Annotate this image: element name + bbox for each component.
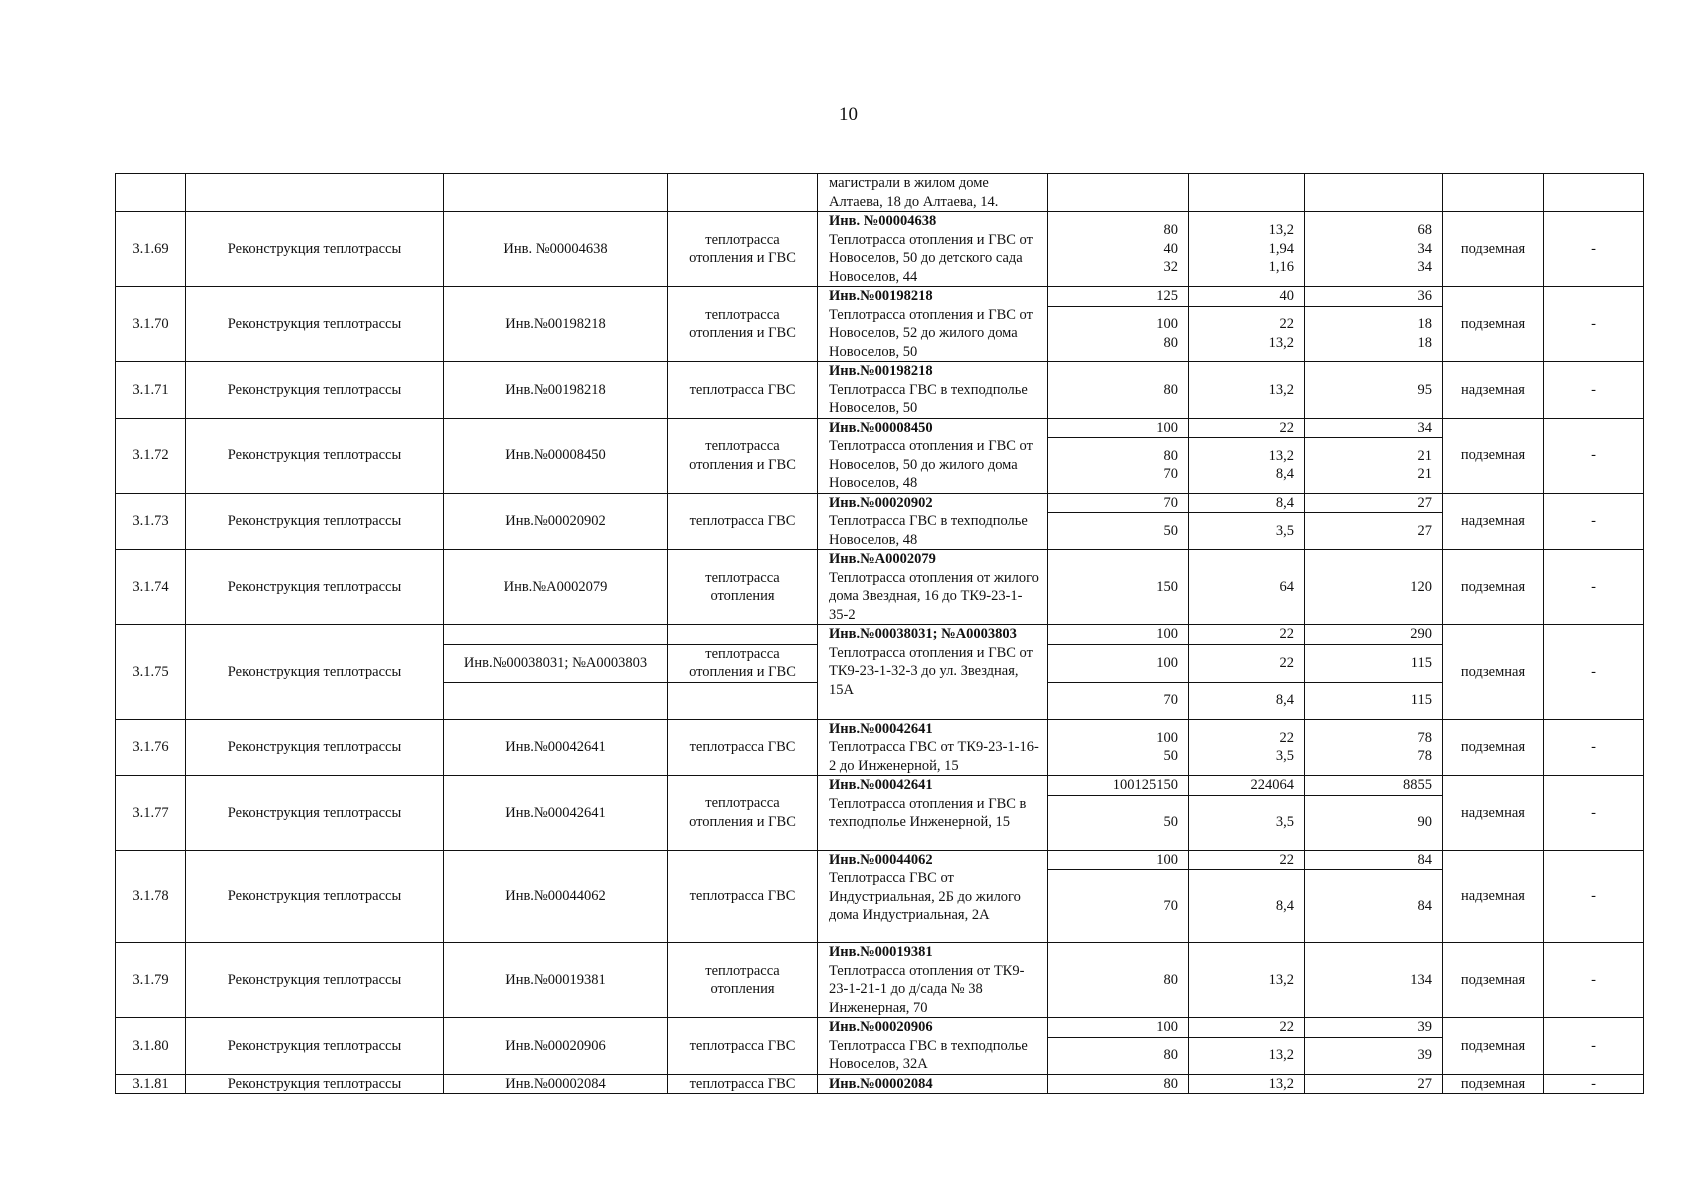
cell-length <box>1305 212 1443 287</box>
cell-inv: Инв.№00042641 <box>444 719 668 776</box>
cell-note: - <box>1544 287 1644 362</box>
cell-type: теплотрасса ГВС <box>668 850 818 943</box>
cell-diameter: 100 <box>1048 644 1189 682</box>
cell-num: 3.1.72 <box>116 418 186 493</box>
cell-diameter: 100 <box>1048 850 1189 870</box>
cell-diameter: 100125150 <box>1048 776 1189 796</box>
value-line: 21 <box>1417 447 1432 464</box>
value-line: 32 <box>1163 259 1178 276</box>
cell-thickness: 40 <box>1189 287 1305 307</box>
table-body <box>116 174 1644 1094</box>
value-line: 80 <box>1163 447 1178 464</box>
cell-num: 3.1.79 <box>116 943 186 1018</box>
cell-laying: надземная <box>1443 850 1544 943</box>
value-line: 84 <box>1417 897 1432 914</box>
cell-laying: подземная <box>1443 418 1544 493</box>
cell-thickness: 8,4 <box>1189 682 1305 719</box>
value-line: 22 <box>1279 729 1294 746</box>
value-line: 18 <box>1417 334 1432 351</box>
inventory-title: Инв.№00042641 <box>829 777 933 793</box>
cell-length <box>1305 795 1443 850</box>
cell-note: - <box>1544 550 1644 625</box>
description-text: Теплотрасса отопления и ГВС от Новоселов, 52 до жилого дома Новоселов, 50 <box>829 306 1033 360</box>
description-text: Теплотрасса отопления и ГВС от Новоселов, 50 до детского сада Новоселов, 44 <box>829 231 1033 285</box>
cell-type <box>668 174 818 212</box>
inventory-title: Инв.№00008450 <box>829 419 933 436</box>
description-text: Теплотрасса отопления от жилого дома Звездная, 16 до ТК9-23-1-35-2 <box>829 569 1039 623</box>
cell-diameter: 100 <box>1048 418 1189 438</box>
cell-length <box>1305 943 1443 1018</box>
value-line: 3,5 <box>1275 814 1294 831</box>
cell-name: Реконструкция теплотрассы <box>186 550 444 625</box>
value-line: 8,4 <box>1275 466 1294 483</box>
cell-desc <box>818 550 1048 625</box>
table-row <box>116 719 1644 776</box>
cell-diameter <box>1048 870 1189 943</box>
cell-inv: Инв.№00044062 <box>444 850 668 943</box>
value-line: 13,2 <box>1268 1075 1294 1092</box>
value-line: 50 <box>1163 748 1178 765</box>
cell-inv: Инв.№00198218 <box>444 362 668 419</box>
value-line: 27 <box>1417 1075 1432 1092</box>
cell-type: теплотрасса отопления и ГВС <box>668 287 818 362</box>
value-line: 13,2 <box>1268 334 1294 351</box>
cell-name: Реконструкция теплотрассы <box>186 418 444 493</box>
description-text: Теплотрасса отопления от ТК9-23-1-21-1 до д/сада № 38 Инженерная, 70 <box>829 962 1025 1016</box>
cell-type: теплотрасса отопления и ГВС <box>668 644 818 682</box>
cell-thickness: 22 <box>1189 644 1305 682</box>
cell-name: Реконструкция теплотрассы <box>186 1074 444 1094</box>
cell-length <box>1305 550 1443 625</box>
cell-note: - <box>1544 493 1644 550</box>
cell-desc <box>818 1074 1048 1094</box>
table-row <box>116 625 1644 645</box>
value-line: 70 <box>1163 897 1178 914</box>
value-line: 64 <box>1279 578 1294 595</box>
table-row <box>116 550 1644 625</box>
cell-note: - <box>1544 418 1644 493</box>
cell-thickness <box>1189 212 1305 287</box>
cell-diameter <box>1048 1074 1189 1094</box>
cell-name: Реконструкция теплотрассы <box>186 850 444 943</box>
table-row <box>116 174 1644 212</box>
cell-type: теплотрасса ГВС <box>668 493 818 550</box>
cell-diameter: 70 <box>1048 682 1189 719</box>
cell-type: теплотрасса ГВС <box>668 719 818 776</box>
table-row <box>116 943 1644 1018</box>
cell-laying: надземная <box>1443 776 1544 851</box>
cell-thickness <box>1189 306 1305 361</box>
cell-diameter: 125 <box>1048 287 1189 307</box>
cell-desc <box>818 943 1048 1018</box>
cell-length <box>1305 513 1443 550</box>
cell-num: 3.1.73 <box>116 493 186 550</box>
value-line: 80 <box>1163 971 1178 988</box>
cell-diameter <box>1048 174 1189 212</box>
cell-diameter <box>1048 513 1189 550</box>
cell-name: Реконструкция теплотрассы <box>186 943 444 1018</box>
cell-length: 39 <box>1305 1018 1443 1038</box>
cell-desc <box>818 719 1048 776</box>
cell-length: 8855 <box>1305 776 1443 796</box>
cell-inv: Инв.№00002084 <box>444 1074 668 1094</box>
description-text: Теплотрасса ГВС от Индустриальная, 2Б до жилого дома Индустриальная, 2А <box>829 870 1021 923</box>
table-row <box>116 493 1644 513</box>
value-line: 3,5 <box>1275 748 1294 765</box>
cell-type: теплотрасса отопления и ГВС <box>668 212 818 287</box>
value-line: 80 <box>1163 222 1178 239</box>
page-number: 10 <box>839 104 858 125</box>
cell-length <box>1305 306 1443 361</box>
cell-diameter: 100 <box>1048 1018 1189 1038</box>
value-line: 150 <box>1156 578 1178 595</box>
cell-thickness <box>1189 795 1305 850</box>
inventory-title: Инв. №00004638 <box>829 213 937 229</box>
description-text: Теплотрасса ГВС в техподполье Новоселов, 50 <box>829 381 1028 416</box>
cell-note: - <box>1544 776 1644 851</box>
cell-thickness <box>1189 1074 1305 1094</box>
cell-length <box>1305 174 1443 212</box>
cell-num: 3.1.75 <box>116 625 186 720</box>
cell-num: 3.1.69 <box>116 212 186 287</box>
cell-length: 290 <box>1305 625 1443 645</box>
cell-note: - <box>1544 362 1644 419</box>
cell-name <box>186 174 444 212</box>
inventory-title: Инв.№00038031; №А0003803 <box>829 626 1017 642</box>
cell-type: теплотрасса ГВС <box>668 1018 818 1075</box>
value-line: 100 <box>1156 316 1178 333</box>
inventory-title: Инв.№00198218 <box>829 288 933 304</box>
cell-diameter: 70 <box>1048 493 1189 513</box>
value-line: 27 <box>1417 522 1432 539</box>
inventory-title: Инв.№00044062 <box>829 851 933 868</box>
cell-thickness <box>1189 513 1305 550</box>
cell-inv: Инв.№00008450 <box>444 418 668 493</box>
cell-laying: надземная <box>1443 493 1544 550</box>
heating-network-table <box>115 173 1644 1094</box>
table-row <box>116 850 1644 870</box>
cell-thickness <box>1189 1037 1305 1074</box>
cell-inv: Инв.№00038031; №А0003803 <box>444 644 668 682</box>
cell-desc <box>818 1018 1048 1075</box>
cell-note: - <box>1544 212 1644 287</box>
value-line: 100 <box>1156 729 1178 746</box>
value-line: 13,2 <box>1268 447 1294 464</box>
cell-num: 3.1.77 <box>116 776 186 851</box>
value-line: 1,94 <box>1268 240 1294 257</box>
cell-note: - <box>1544 1018 1644 1075</box>
cell-desc <box>818 493 1048 550</box>
cell-laying: подземная <box>1443 550 1544 625</box>
cell-inv: Инв. №00004638 <box>444 212 668 287</box>
value-line: 18 <box>1417 316 1432 333</box>
cell-length <box>1305 870 1443 943</box>
inventory-title: Инв.№00042641 <box>829 720 933 737</box>
cell-note: - <box>1544 1074 1644 1094</box>
cell-inv <box>444 625 668 645</box>
cell-thickness: 22 <box>1189 625 1305 645</box>
cell-num: 3.1.78 <box>116 850 186 943</box>
cell-inv: Инв.№А0002079 <box>444 550 668 625</box>
cell-name: Реконструкция теплотрассы <box>186 1018 444 1075</box>
cell-num: 3.1.74 <box>116 550 186 625</box>
cell-note: - <box>1544 943 1644 1018</box>
cell-laying <box>1443 174 1544 212</box>
table-row <box>116 1018 1644 1038</box>
cell-name: Реконструкция теплотрассы <box>186 212 444 287</box>
table-row <box>116 287 1644 307</box>
cell-num: 3.1.70 <box>116 287 186 362</box>
cell-thickness <box>1189 870 1305 943</box>
cell-name: Реконструкция теплотрассы <box>186 493 444 550</box>
cell-name: Реконструкция теплотрассы <box>186 287 444 362</box>
cell-num <box>116 174 186 212</box>
inventory-title: Инв.№А0002079 <box>829 551 936 567</box>
cell-thickness: 22 <box>1189 1018 1305 1038</box>
value-line: 80 <box>1163 1075 1178 1092</box>
table-row <box>116 418 1644 438</box>
cell-thickness <box>1189 550 1305 625</box>
cell-num: 3.1.71 <box>116 362 186 419</box>
cell-note: - <box>1544 850 1644 943</box>
description-text: Теплотрасса отопления и ГВС в техподполье Инженерной, 15 <box>829 795 1027 830</box>
cell-laying: подземная <box>1443 1074 1544 1094</box>
cell-length: 27 <box>1305 493 1443 513</box>
value-line: 8,4 <box>1275 897 1294 914</box>
value-line: 95 <box>1417 381 1432 398</box>
cell-length <box>1305 1074 1443 1094</box>
cell-length: 36 <box>1305 287 1443 307</box>
cell-thickness: 22 <box>1189 850 1305 870</box>
cell-length <box>1305 719 1443 776</box>
cell-thickness: 8,4 <box>1189 493 1305 513</box>
cell-diameter <box>1048 212 1189 287</box>
cell-diameter: 100 <box>1048 625 1189 645</box>
description-text: Теплотрасса ГВС в техподполье Новоселов, 32А <box>829 1037 1028 1072</box>
cell-name: Реконструкция теплотрассы <box>186 776 444 851</box>
cell-note: - <box>1544 625 1644 720</box>
value-line: 34 <box>1417 240 1432 257</box>
inventory-title: Инв.№00002084 <box>829 1075 933 1092</box>
cell-desc <box>818 776 1048 851</box>
cell-thickness: 22 <box>1189 418 1305 438</box>
table-row <box>116 212 1644 287</box>
cell-diameter <box>1048 943 1189 1018</box>
cell-length: 34 <box>1305 418 1443 438</box>
value-line: 80 <box>1163 334 1178 351</box>
cell-laying: подземная <box>1443 943 1544 1018</box>
cell-desc <box>818 625 1048 720</box>
cell-num: 3.1.80 <box>116 1018 186 1075</box>
value-line: 80 <box>1163 1047 1178 1064</box>
cell-name: Реконструкция теплотрассы <box>186 719 444 776</box>
cell-thickness <box>1189 438 1305 493</box>
description-text: Теплотрасса ГВС в техподполье Новоселов, 48 <box>829 513 1028 548</box>
cell-num: 3.1.81 <box>116 1074 186 1094</box>
cell-desc <box>818 212 1048 287</box>
cell-desc <box>818 362 1048 419</box>
cell-inv: Инв.№00020902 <box>444 493 668 550</box>
cell-note <box>1544 174 1644 212</box>
value-line: 39 <box>1417 1047 1432 1064</box>
description-text: Теплотрасса ГВС от ТК9-23-1-16-2 до Инженерной, 15 <box>829 739 1039 774</box>
cell-length: 115 <box>1305 682 1443 719</box>
cell-thickness <box>1189 174 1305 212</box>
cell-thickness: 224064 <box>1189 776 1305 796</box>
cell-diameter <box>1048 719 1189 776</box>
inventory-title: Инв.№00020902 <box>829 494 933 511</box>
value-line: 78 <box>1417 748 1432 765</box>
cell-desc <box>818 287 1048 362</box>
cell-inv <box>444 174 668 212</box>
cell-laying: подземная <box>1443 719 1544 776</box>
cell-type: теплотрасса отопления и ГВС <box>668 418 818 493</box>
value-line: 50 <box>1163 814 1178 831</box>
cell-thickness <box>1189 943 1305 1018</box>
value-line: 13,2 <box>1268 222 1294 239</box>
cell-name: Реконструкция теплотрассы <box>186 625 444 720</box>
cell-inv: Инв.№00042641 <box>444 776 668 851</box>
value-line: 80 <box>1163 381 1178 398</box>
cell-length <box>1305 362 1443 419</box>
cell-type: теплотрасса отопления и ГВС <box>668 776 818 851</box>
cell-diameter <box>1048 550 1189 625</box>
table-row <box>116 776 1644 796</box>
value-line: 34 <box>1417 259 1432 276</box>
cell-desc <box>818 418 1048 493</box>
cell-type: теплотрасса отопления <box>668 943 818 1018</box>
value-line: 50 <box>1163 522 1178 539</box>
inventory-title: Инв.№00020906 <box>829 1019 933 1035</box>
value-line: 78 <box>1417 729 1432 746</box>
cell-laying: подземная <box>1443 1018 1544 1075</box>
cell-length: 115 <box>1305 644 1443 682</box>
description-text: Теплотрасса отопления и ГВС от ТК9-23-1-32-3 до ул. Звездная, 15А <box>829 644 1033 698</box>
cell-thickness <box>1189 719 1305 776</box>
value-line: 3,5 <box>1275 522 1294 539</box>
cell-diameter <box>1048 1037 1189 1074</box>
cell-name: Реконструкция теплотрассы <box>186 362 444 419</box>
cell-laying: подземная <box>1443 287 1544 362</box>
cell-laying: подземная <box>1443 625 1544 720</box>
value-line: 40 <box>1163 240 1178 257</box>
cell-note: - <box>1544 719 1644 776</box>
cell-inv <box>444 682 668 719</box>
cell-desc <box>818 850 1048 943</box>
cell-type: теплотрасса ГВС <box>668 1074 818 1094</box>
inventory-title: Инв.№00198218 <box>829 363 933 379</box>
cell-thickness <box>1189 362 1305 419</box>
table-row <box>116 362 1644 419</box>
value-line: 134 <box>1410 971 1432 988</box>
value-line: 90 <box>1417 814 1432 831</box>
cell-length <box>1305 1037 1443 1074</box>
cell-type <box>668 625 818 645</box>
inventory-title: Инв.№00019381 <box>829 944 933 960</box>
cell-laying: надземная <box>1443 362 1544 419</box>
cell-inv: Инв.№00198218 <box>444 287 668 362</box>
table-row <box>116 1074 1644 1094</box>
value-line: 22 <box>1279 316 1294 333</box>
value-line: 13,2 <box>1268 381 1294 398</box>
cell-num: 3.1.76 <box>116 719 186 776</box>
value-line: 13,2 <box>1268 971 1294 988</box>
value-line: 68 <box>1417 222 1432 239</box>
cell-length: 84 <box>1305 850 1443 870</box>
value-line: 120 <box>1410 578 1432 595</box>
cell-diameter <box>1048 795 1189 850</box>
cell-desc: магистрали в жилом доме Алтаева, 18 до Алтаева, 14. <box>818 174 1048 212</box>
cell-diameter <box>1048 438 1189 493</box>
cell-inv: Инв.№00020906 <box>444 1018 668 1075</box>
value-line: 13,2 <box>1268 1047 1294 1064</box>
cell-type: теплотрасса ГВС <box>668 362 818 419</box>
value-line: 21 <box>1417 466 1432 483</box>
cell-length <box>1305 438 1443 493</box>
cell-type: теплотрасса отопления <box>668 550 818 625</box>
cell-laying: подземная <box>1443 212 1544 287</box>
value-line: 1,16 <box>1268 259 1294 276</box>
cell-type <box>668 682 818 719</box>
cell-inv: Инв.№00019381 <box>444 943 668 1018</box>
cell-diameter <box>1048 306 1189 361</box>
description-text: Теплотрасса отопления и ГВС от Новоселов, 50 до жилого дома Новоселов, 48 <box>829 438 1033 491</box>
cell-diameter <box>1048 362 1189 419</box>
value-line: 70 <box>1163 466 1178 483</box>
